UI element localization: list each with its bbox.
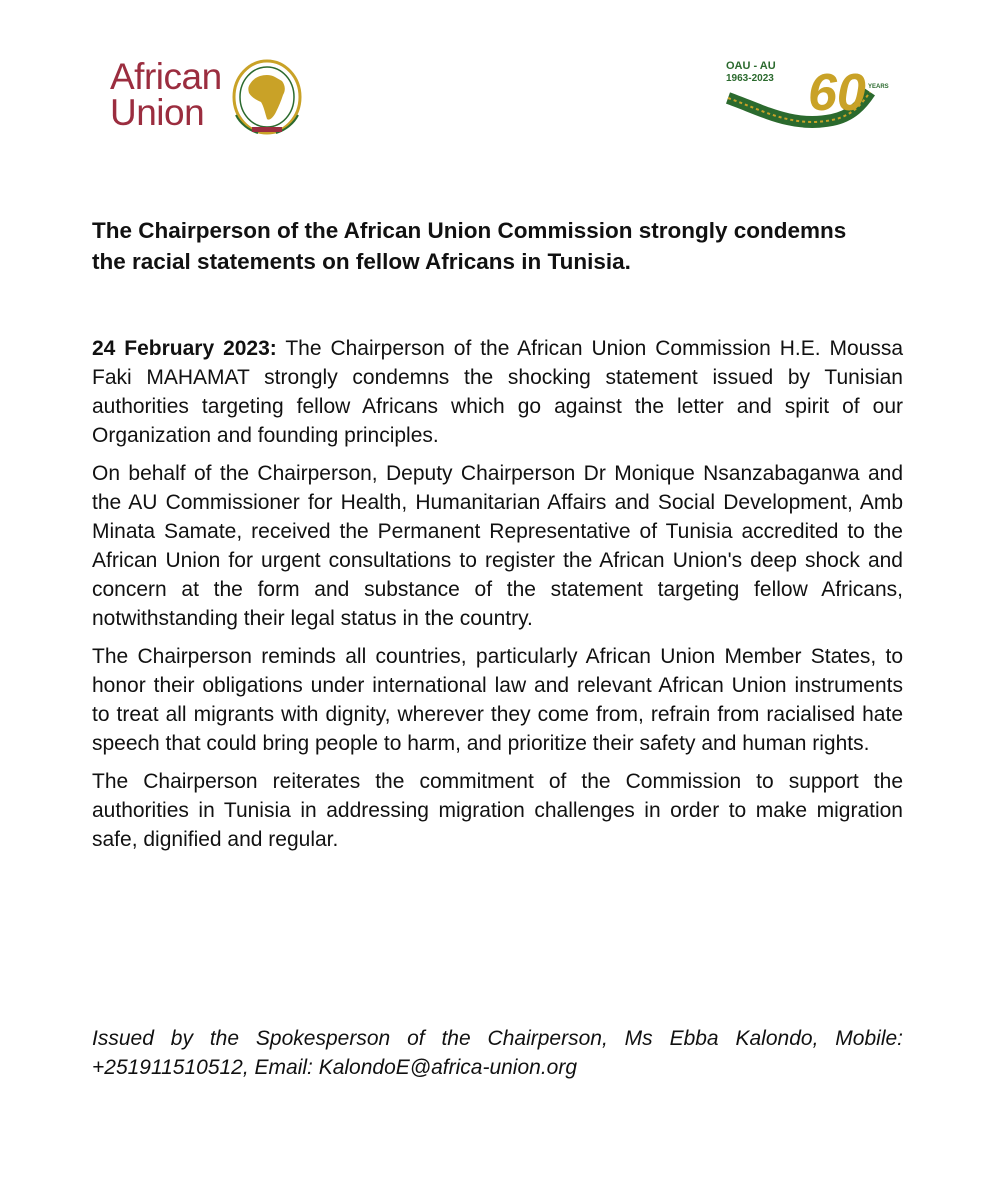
issued-by-contact: Issued by the Spokesperson of the Chairperson, Ms Ebba Kalondo, Mobile: +251911510512, Email: KalondoE@africa-union.org <box>92 1027 903 1079</box>
paragraph-4: The Chairperson reiterates the commitment of the Commission to support the authorities in Tunisia in addressing migration challenges in order to make migration safe, dignified and regular. <box>92 770 903 851</box>
paragraph-2: On behalf of the Chairperson, Deputy Chairperson Dr Monique Nsanzabaganwa and the AU Commissioner for Health, Humanitarian Affairs and Social Development, Amb Minata Samate, received the Permanent Representative of Tunisia accredited to the African Union for urgent consultations to register the African Union's deep shock and concern at the form and substance of the statement targeting fellow Africans, notwithstanding their legal status in the country. <box>92 462 903 630</box>
logo-wordmark-line1: African <box>110 56 222 97</box>
paragraph-3: The Chairperson reminds all countries, particularly African Union Member States, to honor their obligations under international law and relevant African Union instruments to treat all migrants with dignity, wherever they come from, refrain from racialised hate speech that could bring people to harm, and prioritize their safety and human rights. <box>92 645 903 755</box>
african-union-logo <box>110 55 310 145</box>
anniversary-word: YEARS <box>868 84 889 90</box>
paragraph-1 <box>92 334 903 450</box>
anniversary-ribbon-icon <box>722 58 892 148</box>
press-release-body <box>92 334 903 863</box>
press-release-title: The Chairperson of the African Union Commission strongly condemns the racial statements on fellow Africans in Tunisia. <box>92 218 847 274</box>
release-date: 24 February 2023: <box>92 337 277 360</box>
african-union-wordmark <box>110 56 222 133</box>
logo-wordmark-line2: Union <box>110 92 205 133</box>
oau-au-60-years-logo <box>722 58 892 148</box>
paragraph-1-text: The Chairperson of the African Union Commission H.E. Moussa Faki MAHAMAT strongly condemns the shocking statement issued by Tunisian authorities targeting fellow Africans which go against the letter and spirit of our Organization and founding principles. <box>92 337 903 447</box>
au-emblem-icon <box>228 57 306 141</box>
anniversary-oau-au: OAU - AU <box>726 60 776 72</box>
anniversary-number: 60 <box>808 64 866 122</box>
anniversary-years-range: 1963-2023 <box>726 73 774 84</box>
